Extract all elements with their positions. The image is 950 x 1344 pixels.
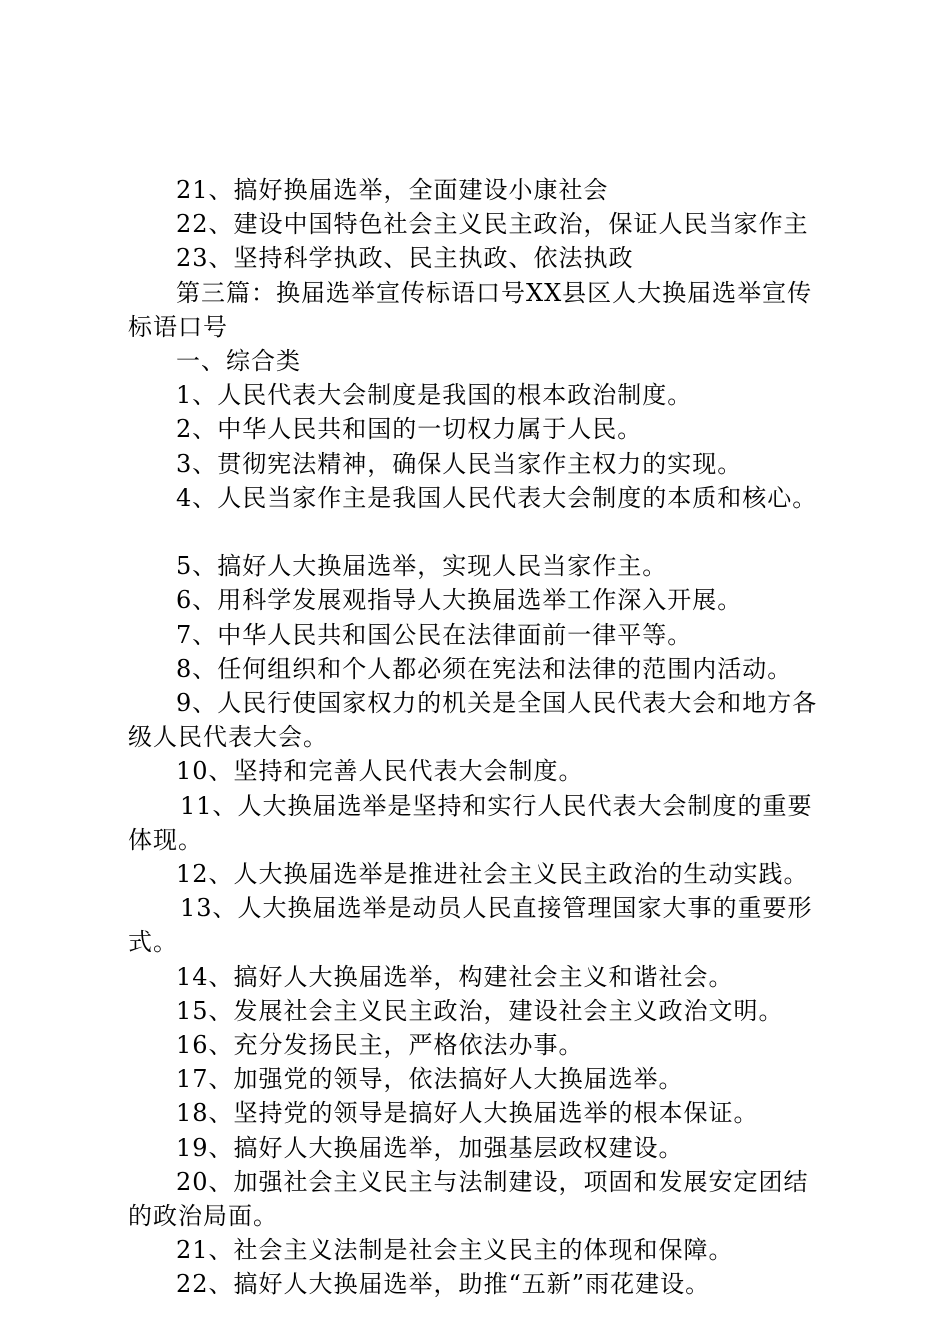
paragraph: 6、用科学发展观指导人大换届选举工作深入开展。	[176, 586, 743, 615]
paragraph: 2、中华人民共和国的一切权力属于人民。	[176, 415, 643, 444]
paragraph: 9、人民行使国家权力的机关是全国人民代表大会和地方各级人民代表大会。	[128, 689, 818, 752]
paragraph: 18、坚持党的领导是搞好人大换届选举的根本保证。	[176, 1099, 759, 1128]
section-heading: 第三篇：换届选举宣传标语口号XX县区人大换届选举宣传标语口号	[128, 278, 813, 341]
paragraph: 3、贯彻宪法精神，确保人民当家作主权力的实现。	[176, 449, 743, 478]
paragraph: 1、人民代表大会制度是我国的根本政治制度。	[176, 381, 693, 410]
paragraph: 20、加强社会主义民主与法制建设，项固和发展安定团结的政治局面。	[128, 1167, 809, 1231]
paragraph: 4、人民当家作主是我国人民代表大会制度的本质和核心。	[176, 483, 818, 512]
paragraph: 19、搞好人大换届选举，加强基层政权建设。	[176, 1133, 684, 1162]
paragraph: 21、搞好换届选举，全面建设小康社会	[176, 176, 609, 204]
paragraph: 12、人大换届选举是推进社会主义民主政治的生动实践。	[176, 860, 809, 889]
paragraph: 21、社会主义法制是社会主义民主的体现和保障。	[176, 1236, 734, 1265]
paragraph: 15、发展社会主义民主政治，建设社会主义政治文明。	[176, 996, 784, 1025]
paragraph: 22、搞好人大换届选举，助推“五新”雨花建设。	[176, 1270, 711, 1299]
paragraph: 14、搞好人大换届选举，构建社会主义和谐社会。	[176, 962, 734, 991]
paragraph: 22、建设中国特色社会主义民主政治，保证人民当家作主	[176, 210, 809, 239]
paragraph: 17、加强党的领导，依法搞好人大换届选举。	[176, 1065, 684, 1094]
paragraph: 13、人大换届选举是动员人民直接管理国家大事的重要形式。	[128, 894, 813, 957]
blank-line	[128, 515, 832, 549]
category-heading: 一、综合类	[176, 347, 301, 376]
paragraph: 11、人大换届选举是坚持和实行人民代表大会制度的重要体现。	[128, 791, 813, 854]
paragraph: 5、搞好人大换届选举，实现人民当家作主。	[176, 552, 668, 581]
paragraph: 16、充分发扬民主，严格依法办事。	[176, 1031, 584, 1060]
paragraph: 7、中华人民共和国公民在法律面前一律平等。	[176, 620, 693, 649]
document-body	[128, 173, 832, 1302]
paragraph: 8、任何组织和个人都必须在宪法和法律的范围内活动。	[176, 654, 793, 683]
paragraph: 10、坚持和完善人民代表大会制度。	[176, 757, 584, 786]
paragraph: 23、坚持科学执政、民主执政、依法执政	[176, 244, 634, 273]
